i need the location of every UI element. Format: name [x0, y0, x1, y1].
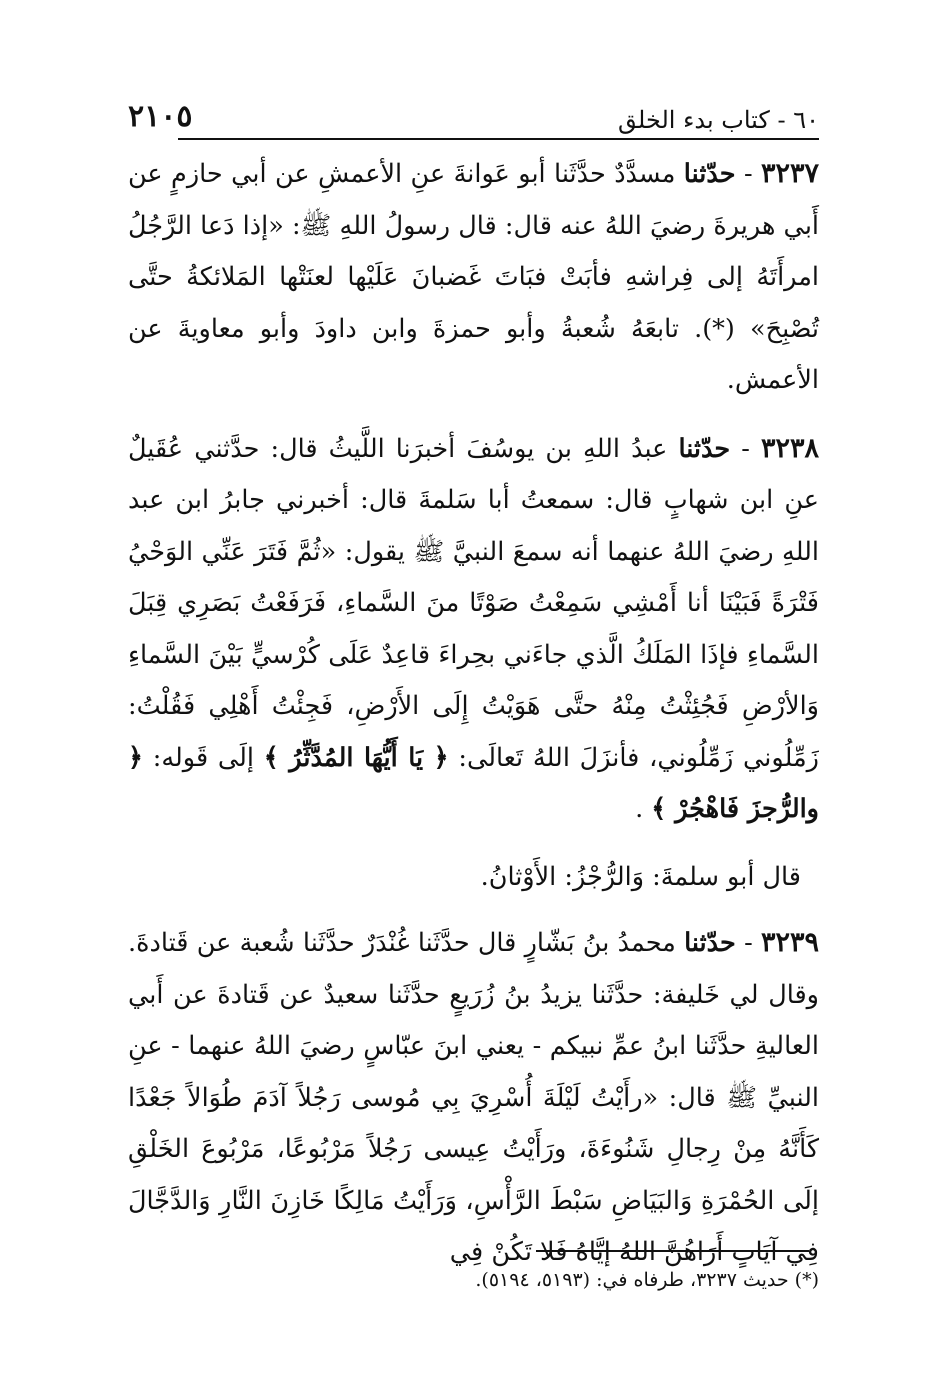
page-body [128, 148, 819, 1295]
hadith-3238 [128, 423, 819, 836]
dash: - [735, 159, 753, 189]
hadith-3239 [128, 917, 819, 1279]
quran-verse: ﴿ يَا أَيُّهَا المُدَّثِّرُ ﴾ [263, 742, 449, 773]
page-number: ٢١٠٥ [128, 99, 193, 134]
hadith-text-mid: إلَى قَوله: [152, 742, 255, 773]
dash: - [730, 433, 750, 464]
footnote-divider [536, 1250, 809, 1252]
hadith-text: مسدَّدٌ حدَّثَنا أبو عَوانةَ عنِ الأعمشِ عن أبي حازمٍ عن أَبي هريرةَ رضيَ اللهُ عنه قال: قال رسولُ اللهِ ﷺ: «إذا دَعا الرَّجُلُ امرأَتَهُ إلى فِراشهِ فأبَتْ فبَاتَ غَضبانَ عَلَيْها لعنَتْها المَلائكةُ حتَّى تُصْبِحَ» (*). تابعَهُ شُعبةُ وأبو حمزةَ وابن داودَ وأبو معاويةَ عن الأعمش. [128, 159, 819, 395]
dash: - [735, 928, 753, 958]
hadith-number: ٣٢٣٧ [761, 158, 820, 189]
header-divider [178, 138, 819, 140]
hadith-lead: حدّثنا [684, 928, 736, 958]
hadith-lead: حدّثنا [683, 159, 736, 189]
hadith-text-end: . [635, 794, 644, 824]
footnote: (*) حديث ٣٢٣٧، طرفاه في: (٥١٩٣، ٥١٩٤). [475, 1269, 819, 1291]
hadith-number: ٣٢٣٨ [760, 432, 819, 464]
hadith-number: ٣٢٣٩ [760, 927, 819, 958]
hadith-text: محمدُ بنُ بَشّارٍ قال حدَّثَنا غُنْدَرٌ حدَّثَنا شُعبة عن قَتادةَ. وقال لي خَليفة: حدَّثَنا يزيدُ بنُ زُرَيعٍ حدَّثَنا سعيدٌ عن قَتادةَ عن أَبي العاليةِ حدَّثَنا ابنُ عمِّ نبيكم - يعني ابنَ عبّاسٍ رضيَ اللهُ عنهما - عنِ النبيِّ ﷺ قال: «رأَيْتُ لَيْلَةَ أُسْرِيَ بِي مُوسى رَجُلاً آدَمَ طُوَالاً جَعْدًا كَأَنَّهُ مِنْ رِجالِ شَنُوءَةَ، ورَأَيْتُ عِيسى رَجُلاً مَرْبُوعًا، مَرْبُوعَ الخَلْقِ إلَى الحُمْرَةِ وَالبَيَاضِ سَبْطَ الرَّأْسِ، وَرَأَيْتُ مَالِكًا خَازِنَ النَّارِ وَالدَّجَّالَ فِي آيَاتٍ أَرَاهُنَّ اللهُ إيَّاهُ فَلا تَكُنْ فِي [128, 928, 819, 1267]
hadith-note: قال أبو سلمةَ: وَالرُّجْزُ: الأَوْثانُ. [480, 861, 801, 892]
quran-verse: ﴿ والرُّجزَ فَاهْجُرْ ﴾ [128, 742, 819, 824]
hadith-3237 [128, 148, 819, 407]
page-header [128, 86, 819, 134]
hadith-text: عبدُ اللهِ بن يوسُفَ أخبرَنا اللَّيثُ قال: حدَّثني عُقَيلٌ عنِ ابن شهابٍ قال: سمعتُ أبا سَلمةَ قال: أخبرني جابرُ ابن عبد اللهِ رضيَ اللهُ عنهما أنه سمعَ النبيَّ ﷺ يقول: «ثُمَّ فَتَرَ عَنِّي الوَحْيُ فَتْرَةً فَبَيْنَا أنا أَمْشِي سَمِعْتُ صَوْتًا منَ السَّماءِ، فَرَفَعْتُ بَصَرِي قِبَلَ السَّماءِ فإذَا المَلَكُ الَّذي جاءَني بحِراءَ قاعِدٌ عَلَى كُرْسيٍّ بَيْنَ السَّماءِ وَالأرْضِ فَجُئِثْتُ مِنْهُ حتَّى هَوَيْتُ إِلَى الأَرْضِ، فَجِئْتُ أَهْلِي فَقُلْتُ: زَمِّلُوني زَمِّلُوني، فأنزَلَ اللهُ تَعالَى: [128, 433, 819, 773]
running-title: ٦٠ - كتاب بدء الخلق [618, 106, 819, 134]
hadith-lead: حدّثنا [678, 433, 731, 464]
